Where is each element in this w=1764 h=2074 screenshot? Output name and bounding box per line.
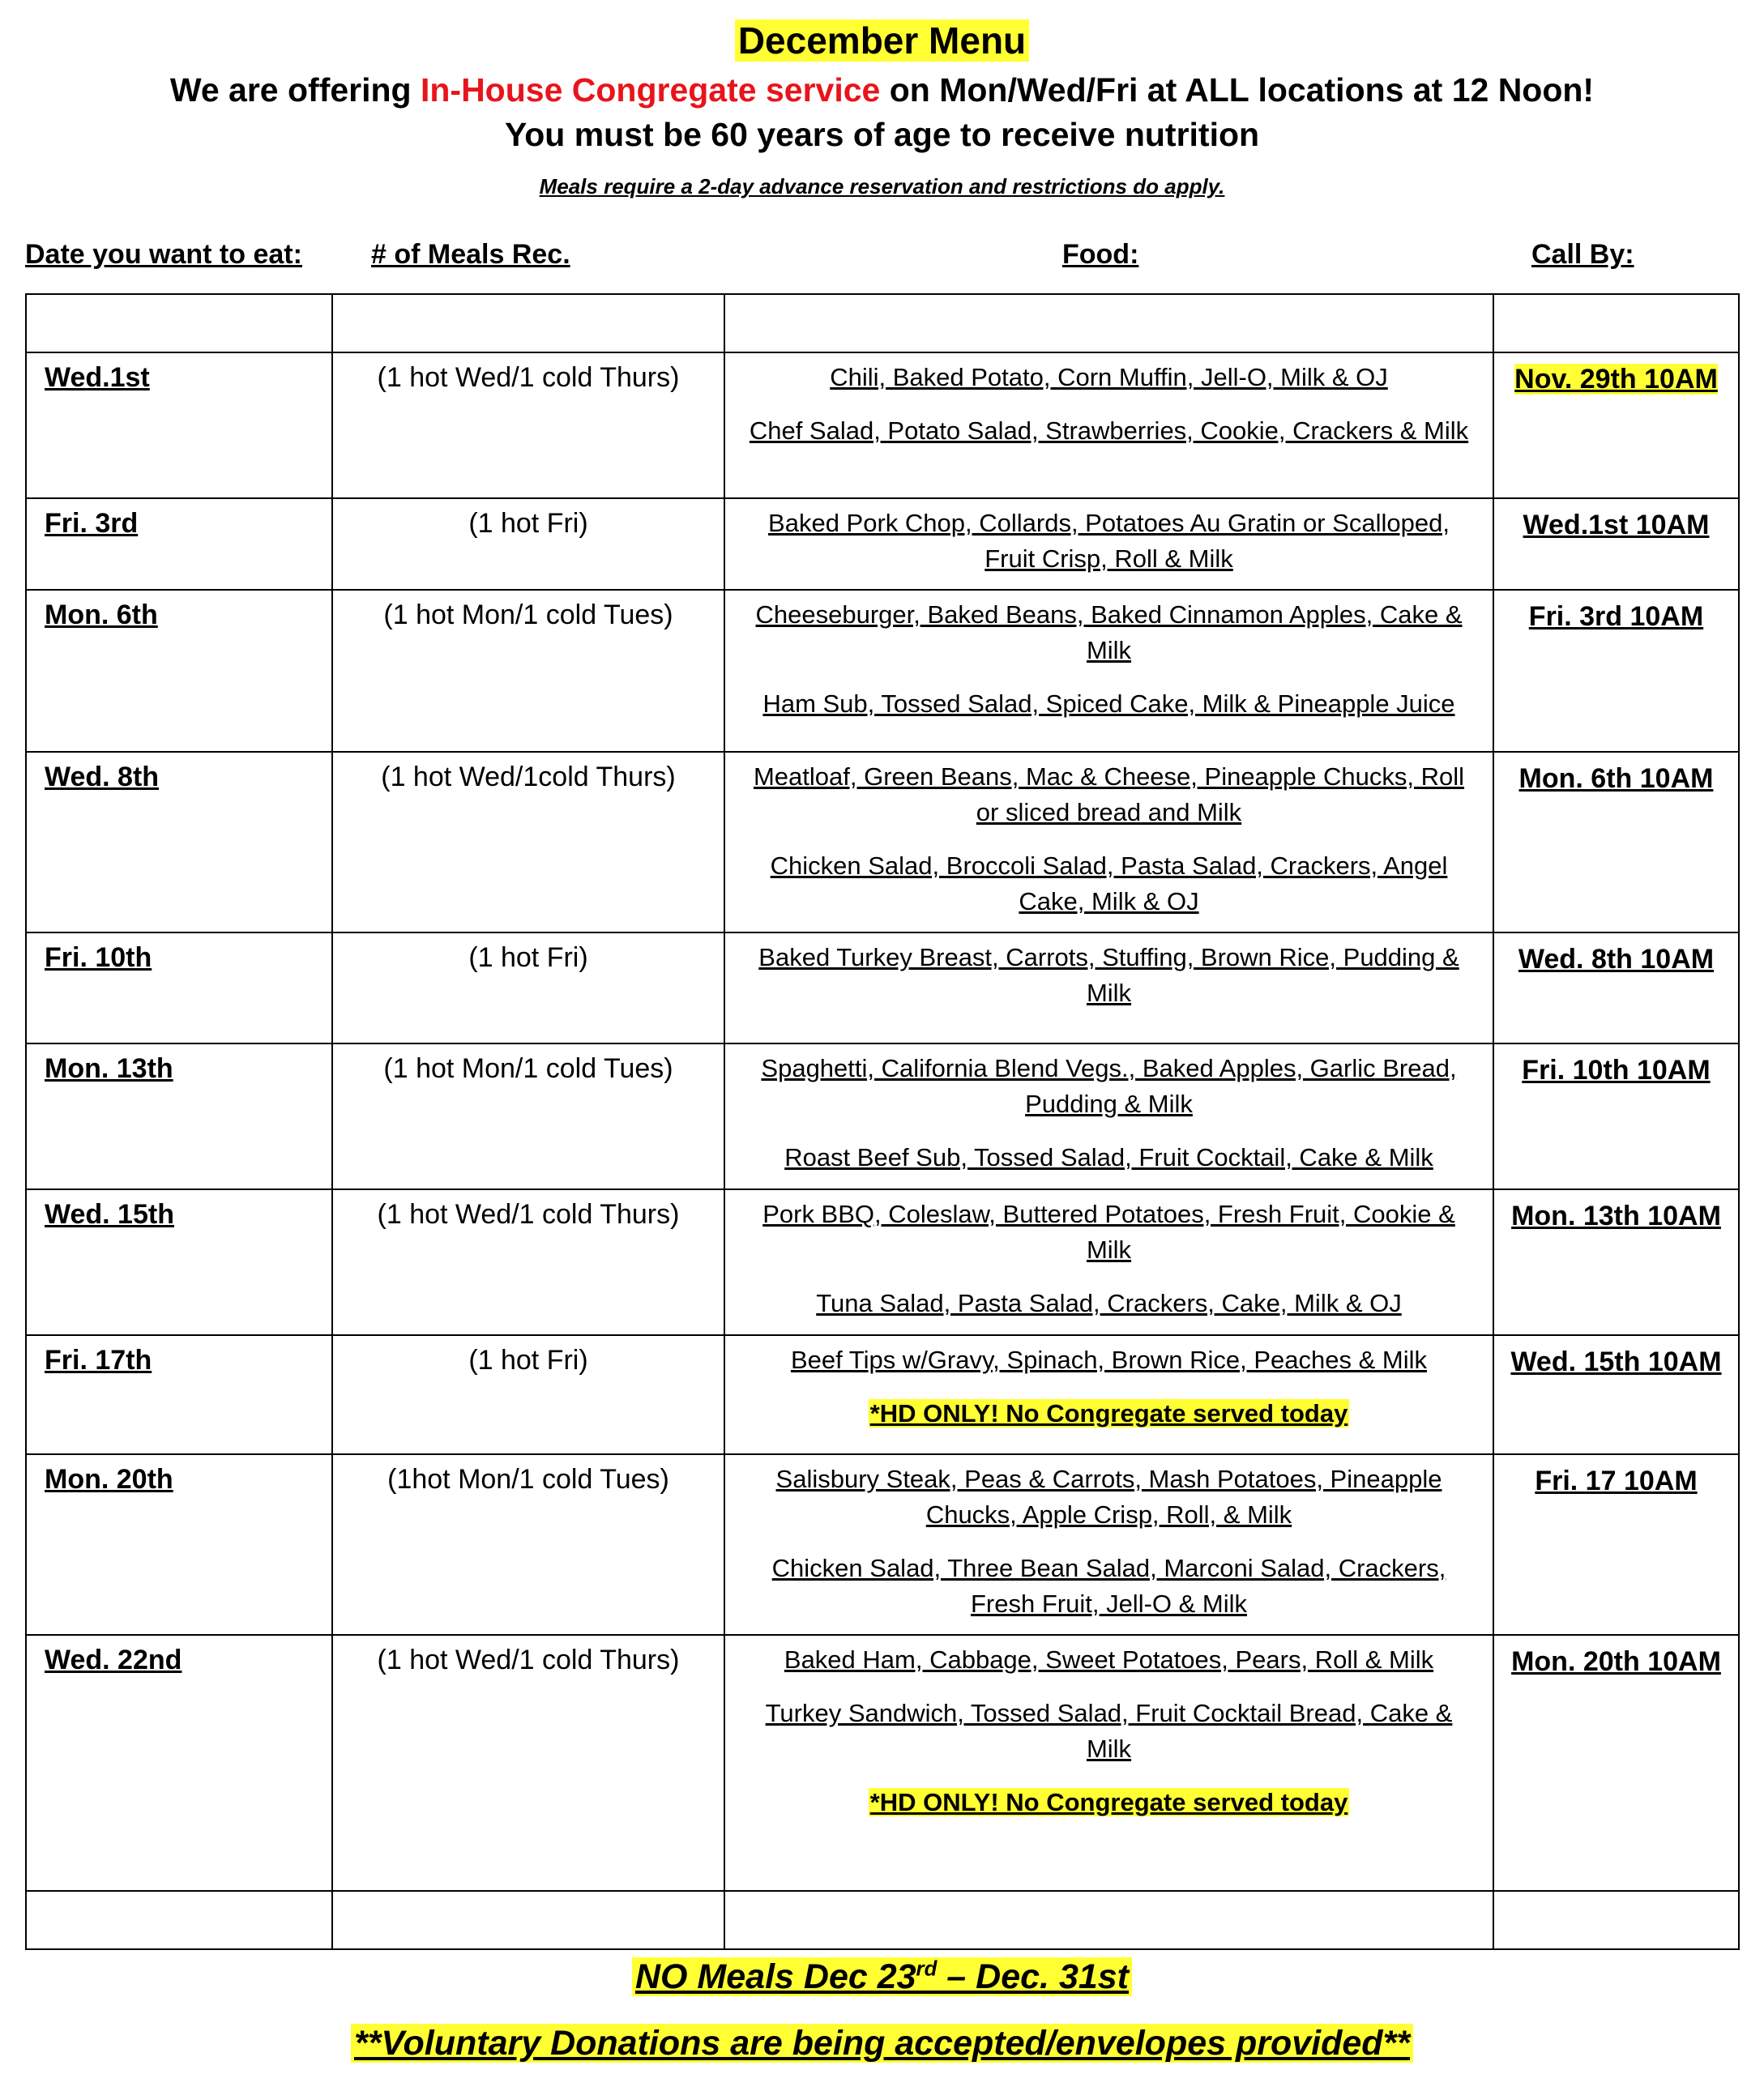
call-by-text: Fri. 10th 10AM — [1522, 1055, 1711, 1086]
page-title: December Menu — [0, 18, 1764, 63]
announcement-prefix: We are offering — [169, 71, 421, 109]
empty-cell — [724, 1891, 1493, 1949]
meals-cell: (1 hot Wed/1cold Thurs) — [332, 752, 724, 932]
food-item: Baked Pork Chop, Collards, Potatoes Au Gratin or Scalloped, Fruit Crisp, Roll & Milk — [768, 509, 1450, 573]
hd-only-wrapper — [740, 1785, 1478, 1820]
food-cell — [724, 352, 1493, 498]
call-by-text: Mon. 13th 10AM — [1511, 1201, 1721, 1231]
call-by-cell — [1493, 932, 1739, 1043]
call-by-cell — [1493, 1454, 1739, 1635]
meals-cell: (1 hot Fri) — [332, 1335, 724, 1454]
date-cell: Fri. 17th — [26, 1335, 332, 1454]
food-cell — [724, 590, 1493, 752]
call-by-text: Wed. 15th 10AM — [1510, 1346, 1722, 1377]
table-row — [26, 1335, 1739, 1454]
call-by-cell — [1493, 752, 1739, 932]
table-row — [26, 1454, 1739, 1635]
call-by-cell — [1493, 498, 1739, 590]
table-row — [26, 352, 1739, 498]
column-header-meals: # of Meals Rec. — [371, 239, 570, 270]
food-item: Chili, Baked Potato, Corn Muffin, Jell-O, Milk & OJ — [830, 363, 1388, 391]
food-item: Baked Ham, Cabbage, Sweet Potatoes, Pears, Roll & Milk — [784, 1645, 1434, 1674]
meals-cell: (1 hot Wed/1 cold Thurs) — [332, 352, 724, 498]
date-cell: Wed. 22nd — [26, 1635, 332, 1891]
food-item: Chicken Salad, Broccoli Salad, Pasta Salad, Crackers, Angel Cake, Milk & OJ — [770, 851, 1448, 915]
call-by-text: Fri. 3rd 10AM — [1528, 601, 1704, 632]
food-cell — [724, 752, 1493, 932]
call-by-cell — [1493, 590, 1739, 752]
empty-cell — [724, 294, 1493, 352]
column-header-call: Call By: — [1531, 239, 1634, 270]
table-row-empty-bottom — [26, 1891, 1739, 1949]
food-item: Ham Sub, Tossed Salad, Spiced Cake, Milk & Pineapple Juice — [762, 689, 1455, 718]
date-cell: Mon. 13th — [26, 1043, 332, 1189]
call-by-text: Mon. 6th 10AM — [1518, 763, 1714, 794]
date-cell: Fri. 3rd — [26, 498, 332, 590]
meals-cell: (1 hot Fri) — [332, 498, 724, 590]
food-item: Chicken Salad, Three Bean Salad, Marconi Salad, Crackers, Fresh Fruit, Jell-O & Milk — [771, 1554, 1446, 1618]
food-item: Cheeseburger, Baked Beans, Baked Cinnamon Apples, Cake & Milk — [755, 600, 1463, 664]
table-row — [26, 752, 1739, 932]
call-by-cell — [1493, 1043, 1739, 1189]
empty-cell — [332, 294, 724, 352]
table-row — [26, 498, 1739, 590]
call-by-cell — [1493, 352, 1739, 498]
date-cell: Wed.1st — [26, 352, 332, 498]
food-cell — [724, 1189, 1493, 1335]
food-item: Beef Tips w/Gravy, Spinach, Brown Rice, Peaches & Milk — [790, 1346, 1428, 1374]
empty-cell — [1493, 1891, 1739, 1949]
menu-table — [25, 293, 1740, 1950]
table-row — [26, 1043, 1739, 1189]
date-cell: Wed. 8th — [26, 752, 332, 932]
table-row — [26, 932, 1739, 1043]
food-item: Roast Beef Sub, Tossed Salad, Fruit Cocktail, Cake & Milk — [784, 1143, 1433, 1171]
food-item: Pork BBQ, Coleslaw, Buttered Potatoes, Fresh Fruit, Cookie & Milk — [762, 1200, 1455, 1264]
call-by-text: Fri. 17 10AM — [1535, 1466, 1698, 1496]
food-item: Spaghetti, California Blend Vegs., Baked Apples, Garlic Bread, Pudding & Milk — [761, 1054, 1457, 1118]
hd-only-wrapper — [740, 1396, 1478, 1432]
food-item: Salisbury Steak, Peas & Carrots, Mash Potatoes, Pineapple Chucks, Apple Crisp, Roll, & Milk — [775, 1465, 1442, 1529]
congregate-service-label: In-House Congregate service — [420, 71, 881, 109]
date-cell: Wed. 15th — [26, 1189, 332, 1335]
date-cell: Mon. 20th — [26, 1454, 332, 1635]
meals-cell: (1 hot Mon/1 cold Tues) — [332, 1043, 724, 1189]
call-by-cell — [1493, 1189, 1739, 1335]
age-requirement: You must be 60 years of age to receive nutrition — [504, 116, 1260, 153]
call-by-text: Mon. 20th 10AM — [1511, 1646, 1721, 1677]
announcement-suffix: on Mon/Wed/Fri at ALL locations at 12 Noon! — [880, 71, 1595, 109]
food-cell — [724, 1635, 1493, 1891]
column-header-date: Date you want to eat: — [25, 239, 302, 270]
meals-cell: (1hot Mon/1 cold Tues) — [332, 1454, 724, 1635]
call-by-text: Wed. 8th 10AM — [1518, 944, 1715, 975]
food-cell — [724, 498, 1493, 590]
column-header-food: Food: — [1062, 239, 1139, 270]
food-cell — [724, 1043, 1493, 1189]
call-by-cell — [1493, 1635, 1739, 1891]
meals-cell: (1 hot Wed/1 cold Thurs) — [332, 1189, 724, 1335]
meals-cell: (1 hot Fri) — [332, 932, 724, 1043]
date-cell: Mon. 6th — [26, 590, 332, 752]
call-by-text: Wed.1st 10AM — [1523, 510, 1710, 540]
food-cell — [724, 932, 1493, 1043]
empty-cell — [26, 294, 332, 352]
reservation-note: Meals require a 2-day advance reservation and restrictions do apply. — [539, 174, 1225, 198]
table-row — [26, 1189, 1739, 1335]
food-item: Chef Salad, Potato Salad, Strawberries, Cookie, Crackers & Milk — [749, 416, 1469, 445]
food-item: Meatloaf, Green Beans, Mac & Cheese, Pineapple Chucks, Roll or sliced bread and Milk — [753, 762, 1465, 826]
table-row — [26, 1635, 1739, 1891]
food-cell — [724, 1335, 1493, 1454]
donations-notice: **Voluntary Donations are being accepted/envelopes provided** — [0, 2021, 1764, 2066]
food-item: Tuna Salad, Pasta Salad, Crackers, Cake, Milk & OJ — [816, 1289, 1402, 1317]
food-cell — [724, 1454, 1493, 1635]
empty-cell — [1493, 294, 1739, 352]
food-item: Turkey Sandwich, Tossed Salad, Fruit Cocktail Bread, Cake & Milk — [765, 1699, 1453, 1763]
meals-cell: (1 hot Mon/1 cold Tues) — [332, 590, 724, 752]
call-by-text: Nov. 29th 10AM — [1514, 364, 1718, 395]
call-by-cell — [1493, 1335, 1739, 1454]
empty-cell — [26, 1891, 332, 1949]
table-row — [26, 590, 1739, 752]
service-announcement — [0, 68, 1764, 112]
hd-only-notice: *HD ONLY! No Congregate served today — [869, 1788, 1348, 1816]
empty-cell — [332, 1891, 724, 1949]
hd-only-notice: *HD ONLY! No Congregate served today — [869, 1399, 1348, 1427]
date-cell: Fri. 10th — [26, 932, 332, 1043]
meals-cell: (1 hot Wed/1 cold Thurs) — [332, 1635, 724, 1891]
no-meals-notice — [0, 1954, 1764, 1999]
food-item: Baked Turkey Breast, Carrots, Stuffing, Brown Rice, Pudding & Milk — [758, 943, 1459, 1007]
table-row-empty-top — [26, 294, 1739, 352]
no-meals-highlight: NO Meals Dec 23rd – Dec. 31st — [632, 1957, 1132, 1996]
